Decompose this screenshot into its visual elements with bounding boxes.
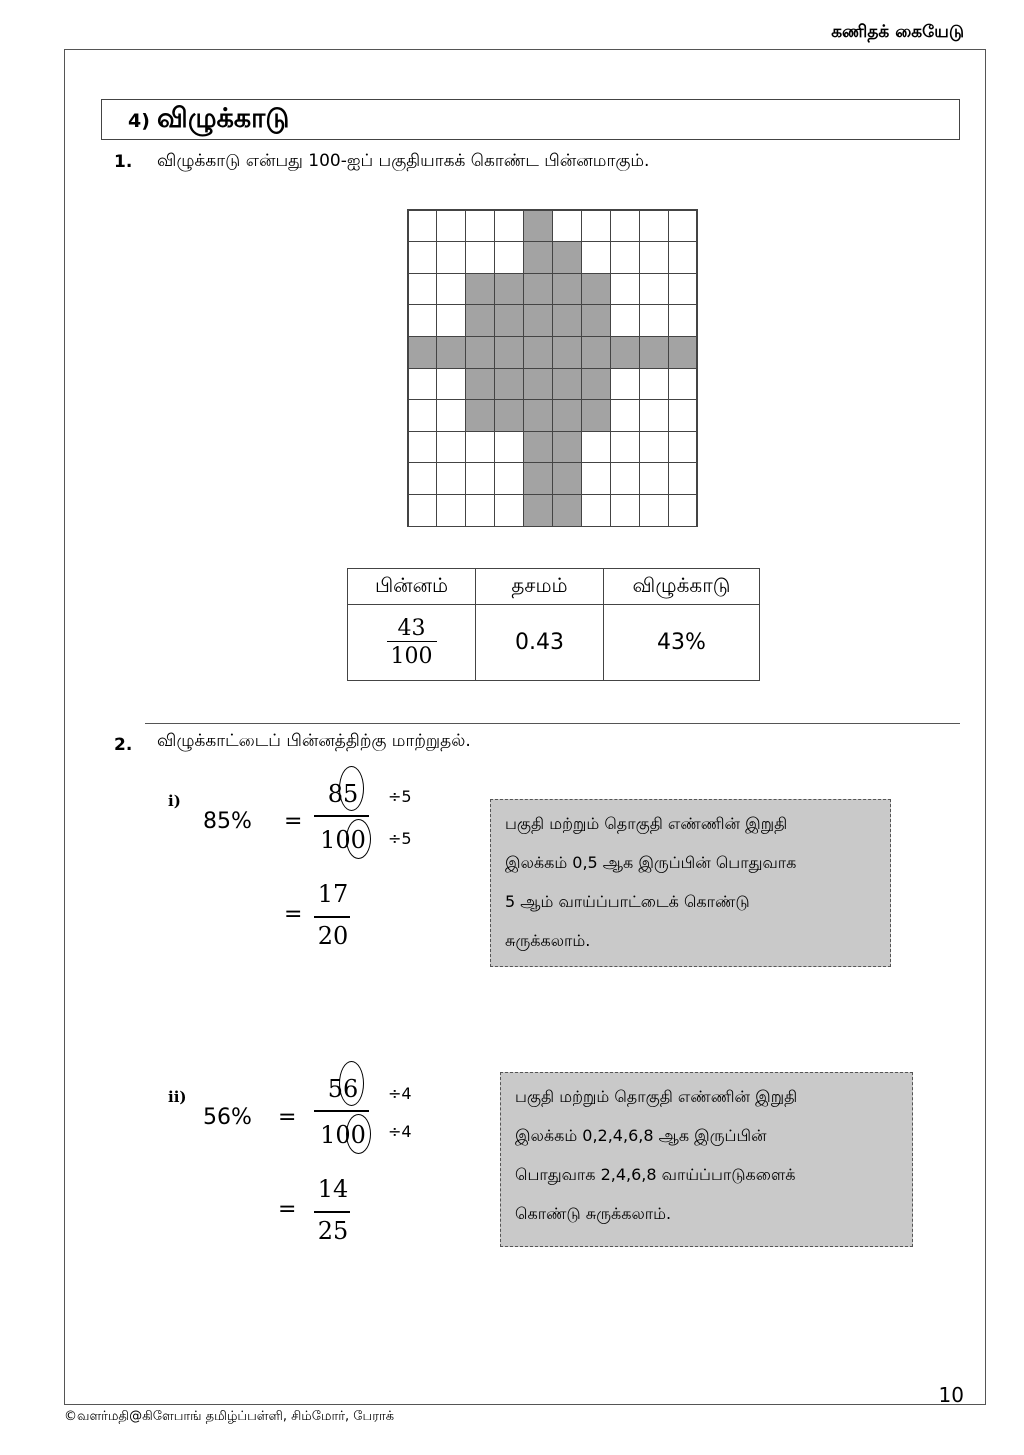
grid-cell [639,494,669,527]
grid-cell-shaded [494,399,524,432]
table-header-decimal: தசமம் [476,569,604,605]
grid-cell [581,241,611,274]
question-2-text: விழுக்காட்டைப் பின்னத்திற்கு மாற்றுதல். [157,731,471,751]
grid-cell [465,462,495,495]
hint-line: சுருக்கலாம். [505,931,591,950]
grid-cell-shaded [552,368,582,401]
grid-cell [494,241,524,274]
page-number: 10 [938,1383,964,1407]
example-2-hint-box [500,1072,913,1247]
grid-cell [610,241,640,274]
grid-cell [639,241,669,274]
hundred-square-grid [407,209,698,527]
section-title: விழுக்காடு [157,103,290,134]
grid-cell [494,210,524,243]
question-1-text: விழுக்காடு என்பது 100-ஐப் பகுதியாகக் கொண்ட பின்னமாகும். [157,151,650,171]
numerator-digit: 5 [327,1075,343,1103]
grid-cell [610,399,640,432]
hint-line: இலக்கம் 0,2,4,6,8 ஆக இருப்பின் [515,1126,767,1145]
grid-cell-shaded [465,304,495,337]
grid-cell-shaded [494,368,524,401]
denominator-last-digit: 0 [350,826,366,854]
grid-cell [408,210,438,243]
grid-cell-shaded [494,336,524,369]
grid-cell [581,431,611,464]
grid-cell [668,241,698,274]
grid-cell [668,368,698,401]
grid-cell [408,273,438,306]
grid-cell [408,431,438,464]
grid-cell [436,462,466,495]
grid-cell-shaded [523,399,553,432]
example-1-equals-2: = [284,902,303,927]
grid-cell [668,210,698,243]
grid-cell [610,431,640,464]
grid-cell-shaded [610,336,640,369]
header-title: கணிதக் கையேடு [831,22,964,42]
hint-line: பகுதி மற்றும் தொகுதி எண்ணின் இறுதி [515,1087,798,1106]
grid-cell [581,210,611,243]
grid-cell [465,210,495,243]
grid-cell-shaded [523,431,553,464]
grid-cell [668,431,698,464]
grid-cell [465,494,495,527]
numerator-digit: 8 [327,780,343,808]
grid-cell-shaded [552,336,582,369]
grid-cell-shaded [552,304,582,337]
grid-cell-shaded [523,336,553,369]
table-cell-decimal: 0.43 [476,605,604,681]
question-1-number: 1. [114,152,133,172]
grid-cell [494,494,524,527]
example-2-result-numerator: 14 [317,1175,349,1203]
grid-cell [639,368,669,401]
grid-cell [465,241,495,274]
grid-cell-shaded [465,336,495,369]
grid-cell [639,431,669,464]
question-2-number: 2. [114,735,133,755]
grid-cell-shaded [581,304,611,337]
grid-cell [610,210,640,243]
grid-cell-shaded [523,494,553,527]
denominator-last-digit: 0 [350,1121,366,1149]
example-2-equals: = [278,1105,297,1130]
grid-cell [668,304,698,337]
section-divider [145,723,960,724]
section-number: 4) [128,110,150,132]
example-2-label: ii) [168,1088,187,1106]
table-cell-fraction [348,605,476,681]
grid-cell [610,304,640,337]
example-1-numerator-circle [339,766,364,811]
grid-cell-shaded [494,273,524,306]
grid-cell-shaded [581,273,611,306]
example-1-denominator-circle [346,819,371,859]
example-1-divide-bottom: ÷5 [388,829,412,848]
example-2-divide-bottom: ÷4 [388,1122,412,1141]
hint-line: பகுதி மற்றும் தொகுதி எண்ணின் இறுதி [505,814,788,833]
grid-cell-shaded [552,273,582,306]
grid-cell-shaded [523,368,553,401]
example-2-denominator-circle [346,1114,371,1154]
grid-cell-shaded [408,336,438,369]
grid-cell-shaded [494,304,524,337]
example-1-result-numerator: 17 [317,880,349,908]
grid-cell [639,304,669,337]
fraction-numerator: 43 [397,616,426,641]
grid-cell [610,273,640,306]
grid-cell-shaded [552,431,582,464]
grid-cell [408,399,438,432]
fraction-denominator: 100 [387,641,437,669]
example-1-hint-box [490,799,891,967]
grid-cell-shaded [465,368,495,401]
numerator-last-digit: 5 [343,780,359,808]
conversion-table [347,568,760,681]
grid-cell [408,304,438,337]
grid-cell [639,210,669,243]
grid-cell [668,273,698,306]
grid-cell [436,368,466,401]
grid-cell [436,304,466,337]
example-1-label: i) [168,792,181,810]
example-2-percent: 56% [203,1105,252,1130]
grid-cell-shaded [523,304,553,337]
hint-line: கொண்டு சுருக்கலாம். [515,1204,672,1223]
grid-cell [581,462,611,495]
grid-cell-shaded [552,494,582,527]
grid-cell [436,273,466,306]
grid-cell [408,494,438,527]
grid-cell-shaded [523,210,553,243]
grid-cell [465,431,495,464]
grid-cell [610,462,640,495]
example-1-divide-top: ÷5 [388,787,412,806]
example-2-result-bar [314,1211,350,1213]
grid-cell-shaded [523,241,553,274]
grid-cell [408,241,438,274]
grid-cell [639,399,669,432]
grid-cell [639,462,669,495]
example-2-result-denominator: 25 [317,1217,349,1245]
grid-cell [436,241,466,274]
grid-cell-shaded [523,273,553,306]
grid-cell [552,210,582,243]
hint-line: பொதுவாக 2,4,6,8 வாய்ப்பாடுகளைக் [515,1165,796,1184]
grid-cell-shaded [639,336,669,369]
grid-cell [581,494,611,527]
grid-cell [494,431,524,464]
grid-cell [436,494,466,527]
example-2-fraction-bar [314,1110,369,1112]
grid-cell [408,368,438,401]
grid-cell [436,431,466,464]
example-2-numerator-circle [339,1061,364,1106]
example-1-result-bar [314,916,350,918]
table-cell-percent: 43% [604,605,760,681]
grid-cell-shaded [465,273,495,306]
grid-cell-shaded [668,336,698,369]
grid-cell [408,462,438,495]
grid-cell [610,494,640,527]
grid-cell-shaded [465,399,495,432]
example-2-divide-top: ÷4 [388,1084,412,1103]
table-header-percent: விழுக்காடு [604,569,760,605]
grid-cell [436,399,466,432]
example-2-equals-2: = [278,1197,297,1222]
example-1-percent: 85% [203,809,252,834]
grid-cell [494,462,524,495]
grid-cell-shaded [552,241,582,274]
denominator-digits: 10 [320,826,351,854]
grid-cell-shaded [436,336,466,369]
grid-cell-shaded [581,399,611,432]
denominator-digits: 10 [320,1121,351,1149]
example-1-equals: = [284,809,303,834]
grid-cell-shaded [581,368,611,401]
grid-cell-shaded [581,336,611,369]
grid-cell-shaded [552,462,582,495]
footer-credit: ©வளர்மதி@கிளேபாங் தமிழ்ப்பள்ளி, சிம்மோர், பேராக் [64,1409,395,1424]
grid-cell [668,462,698,495]
grid-cell [610,368,640,401]
table-header-fraction: பின்னம் [348,569,476,605]
grid-cell [668,399,698,432]
grid-cell-shaded [523,462,553,495]
grid-cell-shaded [552,399,582,432]
grid-cell [639,273,669,306]
hint-line: இலக்கம் 0,5 ஆக இருப்பின் பொதுவாக [505,853,797,872]
example-1-fraction-bar [314,815,369,817]
grid-cell [668,494,698,527]
grid-cell [436,210,466,243]
numerator-last-digit: 6 [343,1075,359,1103]
example-1-result-denominator: 20 [317,922,349,950]
hint-line: 5 ஆம் வாய்ப்பாட்டைக் கொண்டு [505,892,750,911]
